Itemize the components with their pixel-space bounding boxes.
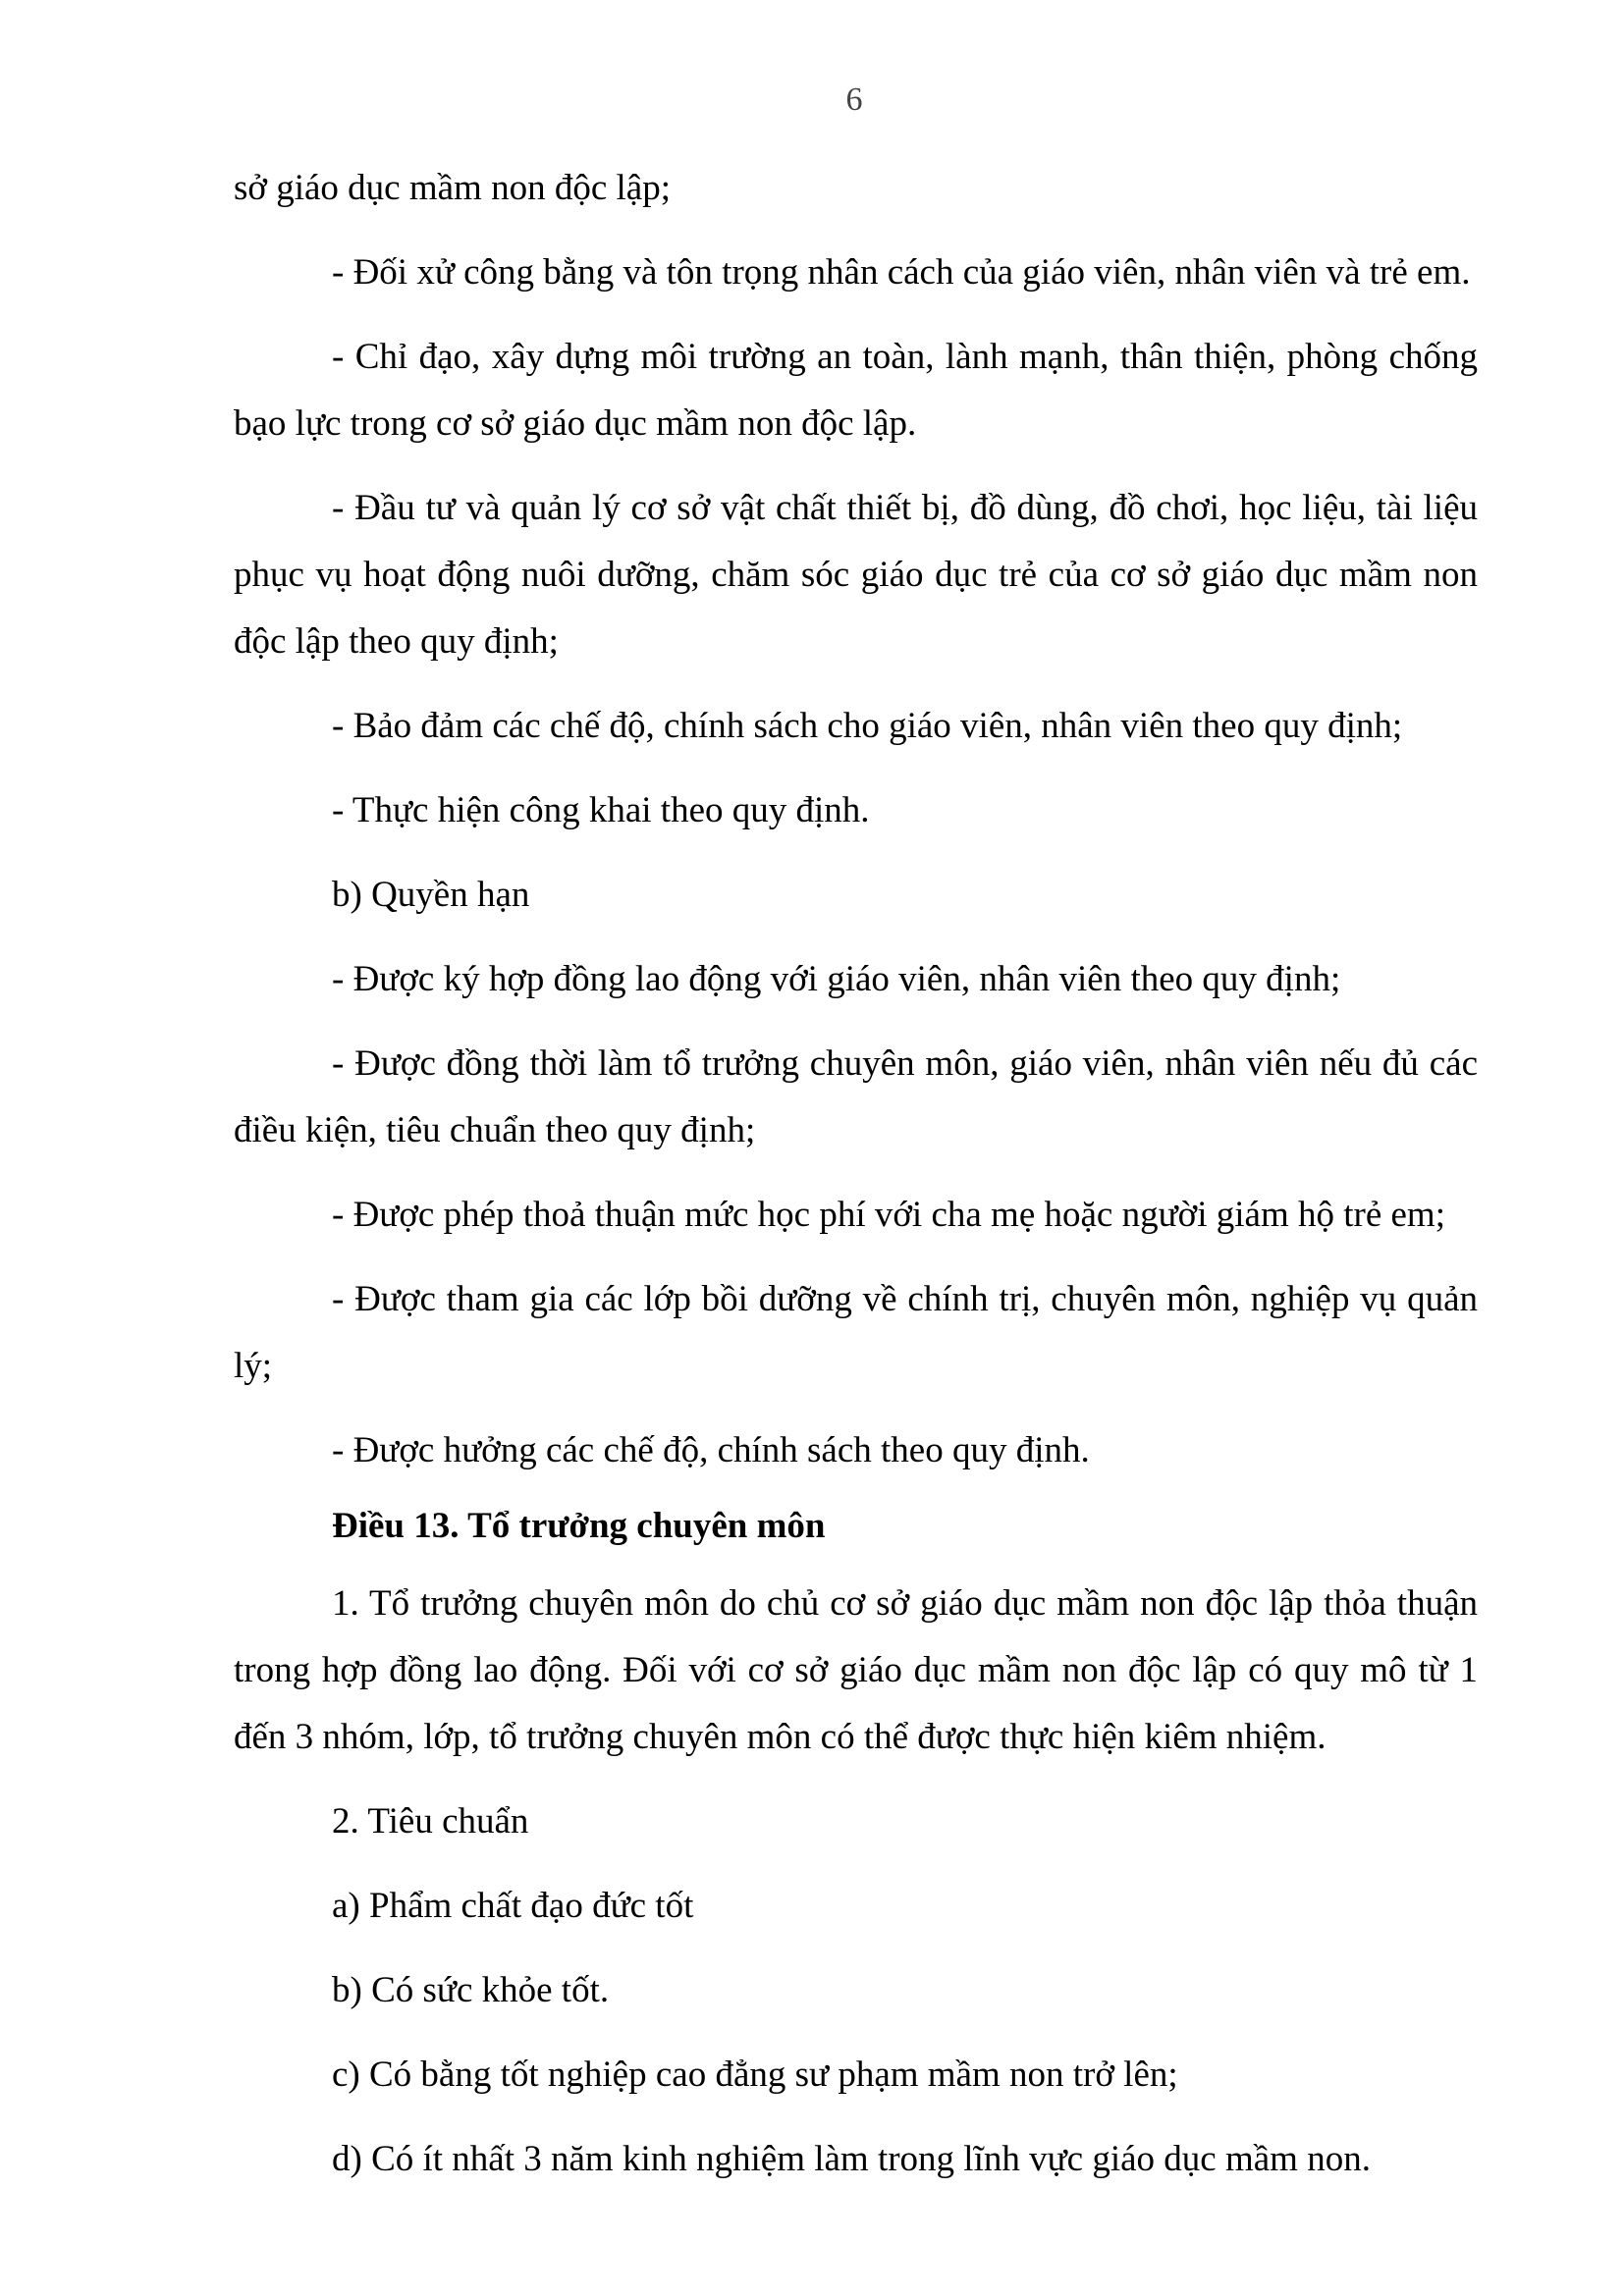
paragraph-right-contracts: - Được ký hợp đồng lao động với giáo viên, nhân viên theo quy định;: [332, 959, 1341, 999]
paragraph-duty-facilities: - Đầu tư và quản lý cơ sở vật chất thiết bị, đồ dùng, đồ chơi, học liệu, tài liệu phục vụ hoạt động nuôi dưỡng, chăm sóc giáo dục trẻ của cơ sở giáo dục mầm non độc lập theo quy định;: [234, 488, 1478, 662]
paragraph-criterion-a: a) Phẩm chất đạo đức tốt: [332, 1886, 694, 1926]
paragraph-duty-benefits: - Bảo đảm các chế độ, chính sách cho giáo viên, nhân viên theo quy định;: [332, 706, 1403, 746]
paragraph-criterion-d: d) Có ít nhất 3 năm kinh nghiệm làm trong lĩnh vực giáo dục mầm non.: [332, 2139, 1371, 2179]
paragraph-duty-public-disclosure: - Thực hiện công khai theo quy định.: [332, 790, 870, 830]
paragraph-right-training: - Được tham gia các lớp bồi dưỡng về chính trị, chuyên môn, nghiệp vụ quản lý;: [234, 1279, 1478, 1386]
paragraph-duty-fair-treatment: - Đối xử công bằng và tôn trọng nhân cách của giáo viên, nhân viên và trẻ em.: [332, 252, 1471, 293]
paragraph-continuation: sở giáo dục mầm non độc lập;: [234, 168, 671, 208]
article-13-heading: Điều 13. Tổ trưởng chuyên môn: [332, 1506, 826, 1546]
paragraph-right-concurrent-roles: - Được đồng thời làm tổ trưởng chuyên môn, giáo viên, nhân viên nếu đủ các điều kiện, tiêu chuẩn theo quy định;: [234, 1043, 1478, 1150]
paragraph-article-13-clause-1: 1. Tổ trưởng chuyên môn do chủ cơ sở giáo dục mầm non độc lập thỏa thuận trong hợp đồng lao động. Đối với cơ sở giáo dục mầm non độc lập có quy mô từ 1 đến 3 nhóm, lớp, tổ trưởng chuyên môn có thể được thực hiện kiêm nhiệm.: [234, 1583, 1478, 1757]
paragraph-duty-safe-environment: - Chỉ đạo, xây dựng môi trường an toàn, lành mạnh, thân thiện, phòng chống bạo lực trong cơ sở giáo dục mầm non độc lập.: [234, 337, 1478, 444]
document-body: [234, 155, 1478, 2211]
paragraph-article-13-clause-2: 2. Tiêu chuẩn: [332, 1801, 529, 1842]
paragraph-criterion-c: c) Có bằng tốt nghiệp cao đẳng sư phạm mầm non trở lên;: [332, 2055, 1178, 2095]
paragraph-right-benefits: - Được hưởng các chế độ, chính sách theo quy định.: [332, 1430, 1090, 1470]
paragraph-right-tuition: - Được phép thoả thuận mức học phí với cha mẹ hoặc người giám hộ trẻ em;: [332, 1195, 1445, 1235]
page-number: 6: [845, 81, 863, 118]
subheading-rights: b) Quyền hạn: [332, 875, 530, 915]
paragraph-criterion-b: b) Có sức khỏe tốt.: [332, 1970, 610, 2010]
